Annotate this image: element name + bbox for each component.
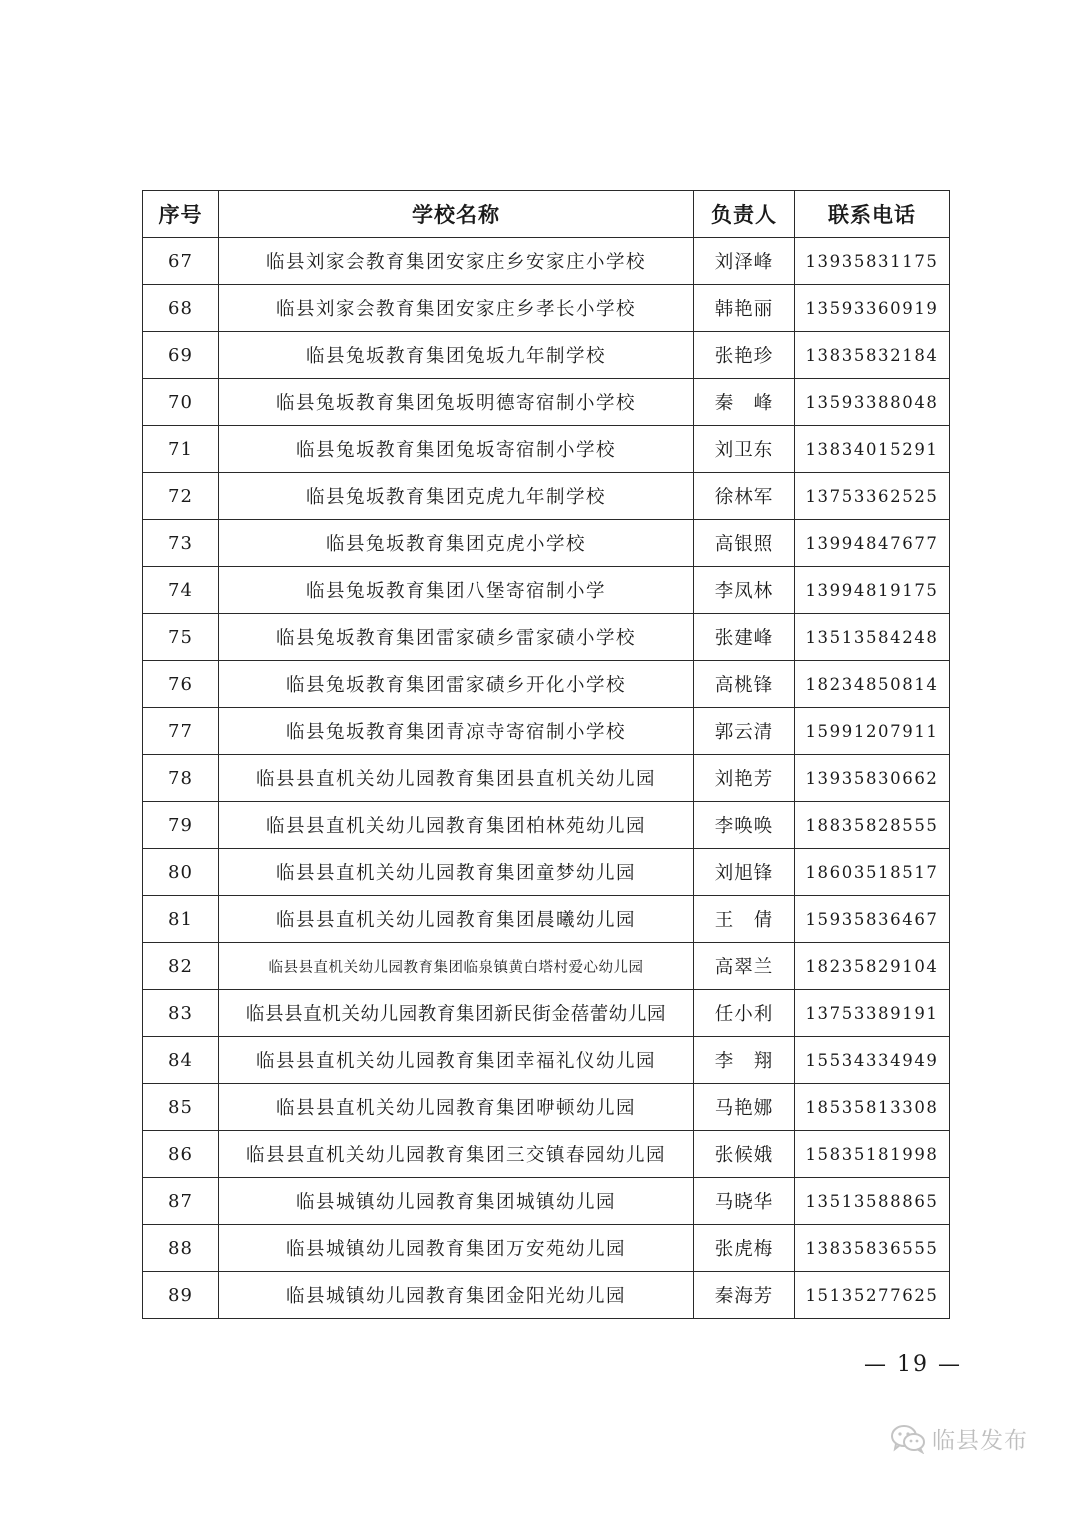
row-person: 秦海芳 bbox=[694, 1272, 795, 1319]
row-phone: 18603518517 bbox=[795, 849, 950, 896]
table-row bbox=[143, 379, 950, 426]
table-header-row bbox=[143, 191, 950, 238]
row-school-name: 临县城镇幼儿园教育集团金阳光幼儿园 bbox=[219, 1272, 694, 1319]
row-school-name: 临县城镇幼儿园教育集团城镇幼儿园 bbox=[219, 1178, 694, 1225]
table-row bbox=[143, 1178, 950, 1225]
row-phone: 13935831175 bbox=[795, 238, 950, 285]
row-school-name: 临县兔坂教育集团克虎九年制学校 bbox=[219, 473, 694, 520]
table-row bbox=[143, 943, 950, 990]
row-person: 高翠兰 bbox=[694, 943, 795, 990]
row-person: 张虎梅 bbox=[694, 1225, 795, 1272]
row-phone: 18535813308 bbox=[795, 1084, 950, 1131]
row-phone: 15991207911 bbox=[795, 708, 950, 755]
row-person: 张建峰 bbox=[694, 614, 795, 661]
table-row bbox=[143, 755, 950, 802]
row-index: 73 bbox=[143, 520, 219, 567]
table-row bbox=[143, 473, 950, 520]
row-person: 秦 峰 bbox=[694, 379, 795, 426]
row-index: 83 bbox=[143, 990, 219, 1037]
row-person: 任小利 bbox=[694, 990, 795, 1037]
row-person: 刘旭锋 bbox=[694, 849, 795, 896]
table-row bbox=[143, 849, 950, 896]
row-phone: 13835832184 bbox=[795, 332, 950, 379]
row-index: 80 bbox=[143, 849, 219, 896]
row-index: 82 bbox=[143, 943, 219, 990]
row-school-name: 临县县直机关幼儿园教育集团新民街金蓓蕾幼儿园 bbox=[219, 990, 694, 1037]
row-phone: 15835181998 bbox=[795, 1131, 950, 1178]
row-phone: 13593360919 bbox=[795, 285, 950, 332]
row-school-name: 临县县直机关幼儿园教育集团三交镇春园幼儿园 bbox=[219, 1131, 694, 1178]
row-index: 89 bbox=[143, 1272, 219, 1319]
row-phone: 13513584248 bbox=[795, 614, 950, 661]
row-person: 王 倩 bbox=[694, 896, 795, 943]
table-row bbox=[143, 1272, 950, 1319]
row-index: 77 bbox=[143, 708, 219, 755]
row-index: 76 bbox=[143, 661, 219, 708]
table-row bbox=[143, 1225, 950, 1272]
row-school-name: 临县刘家会教育集团安家庄乡安家庄小学校 bbox=[219, 238, 694, 285]
row-phone: 18835828555 bbox=[795, 802, 950, 849]
row-index: 71 bbox=[143, 426, 219, 473]
row-person: 张艳珍 bbox=[694, 332, 795, 379]
row-person: 刘泽峰 bbox=[694, 238, 795, 285]
row-phone: 13994819175 bbox=[795, 567, 950, 614]
table-row bbox=[143, 1084, 950, 1131]
table-row bbox=[143, 567, 950, 614]
row-school-name: 临县兔坂教育集团雷家碛乡开化小学校 bbox=[219, 661, 694, 708]
row-index: 85 bbox=[143, 1084, 219, 1131]
row-school-name: 临县县直机关幼儿园教育集团临泉镇黄白塔村爱心幼儿园 bbox=[219, 943, 694, 990]
row-index: 81 bbox=[143, 896, 219, 943]
row-school-name: 临县县直机关幼儿园教育集团童梦幼儿园 bbox=[219, 849, 694, 896]
row-index: 87 bbox=[143, 1178, 219, 1225]
watermark-text: 临县发布 bbox=[932, 1428, 1028, 1454]
table-row bbox=[143, 238, 950, 285]
row-index: 88 bbox=[143, 1225, 219, 1272]
row-phone: 18235829104 bbox=[795, 943, 950, 990]
row-school-name: 临县兔坂教育集团兔坂寄宿制小学校 bbox=[219, 426, 694, 473]
row-school-name: 临县兔坂教育集团兔坂明德寄宿制小学校 bbox=[219, 379, 694, 426]
table-row bbox=[143, 708, 950, 755]
row-school-name: 临县县直机关幼儿园教育集团幸福礼仪幼儿园 bbox=[219, 1037, 694, 1084]
row-index: 69 bbox=[143, 332, 219, 379]
row-person: 马晓华 bbox=[694, 1178, 795, 1225]
row-phone: 15534334949 bbox=[795, 1037, 950, 1084]
row-index: 75 bbox=[143, 614, 219, 661]
row-person: 郭云清 bbox=[694, 708, 795, 755]
row-school-name: 临县兔坂教育集团八堡寄宿制小学 bbox=[219, 567, 694, 614]
header-school-name: 学校名称 bbox=[219, 191, 694, 238]
row-phone: 13835836555 bbox=[795, 1225, 950, 1272]
row-index: 84 bbox=[143, 1037, 219, 1084]
table-row bbox=[143, 1037, 950, 1084]
row-index: 74 bbox=[143, 567, 219, 614]
table-row bbox=[143, 332, 950, 379]
row-school-name: 临县县直机关幼儿园教育集团咿顿幼儿园 bbox=[219, 1084, 694, 1131]
table-row bbox=[143, 614, 950, 661]
row-phone: 13753362525 bbox=[795, 473, 950, 520]
row-phone: 18234850814 bbox=[795, 661, 950, 708]
row-phone: 13834015291 bbox=[795, 426, 950, 473]
table-row bbox=[143, 896, 950, 943]
row-phone: 13593388048 bbox=[795, 379, 950, 426]
row-index: 67 bbox=[143, 238, 219, 285]
row-phone: 15135277625 bbox=[795, 1272, 950, 1319]
row-school-name: 临县兔坂教育集团青凉寺寄宿制小学校 bbox=[219, 708, 694, 755]
table-row bbox=[143, 802, 950, 849]
row-school-name: 临县兔坂教育集团兔坂九年制学校 bbox=[219, 332, 694, 379]
row-school-name: 临县县直机关幼儿园教育集团县直机关幼儿园 bbox=[219, 755, 694, 802]
wechat-icon bbox=[890, 1424, 926, 1454]
page-number: — 19 — bbox=[864, 1352, 962, 1377]
row-person: 刘卫东 bbox=[694, 426, 795, 473]
row-phone: 13513588865 bbox=[795, 1178, 950, 1225]
row-phone: 13753389191 bbox=[795, 990, 950, 1037]
row-person: 刘艳芳 bbox=[694, 755, 795, 802]
table-row bbox=[143, 520, 950, 567]
row-person: 李唤唤 bbox=[694, 802, 795, 849]
watermark bbox=[890, 1422, 1028, 1455]
table-row bbox=[143, 285, 950, 332]
row-person: 李 翔 bbox=[694, 1037, 795, 1084]
row-phone: 13994847677 bbox=[795, 520, 950, 567]
table-row bbox=[143, 426, 950, 473]
row-person: 徐林军 bbox=[694, 473, 795, 520]
row-index: 78 bbox=[143, 755, 219, 802]
school-contact-table bbox=[142, 190, 950, 1319]
row-person: 高银照 bbox=[694, 520, 795, 567]
table-row bbox=[143, 661, 950, 708]
row-phone: 15935836467 bbox=[795, 896, 950, 943]
row-index: 79 bbox=[143, 802, 219, 849]
row-school-name: 临县县直机关幼儿园教育集团晨曦幼儿园 bbox=[219, 896, 694, 943]
header-phone: 联系电话 bbox=[795, 191, 950, 238]
row-person: 张候娥 bbox=[694, 1131, 795, 1178]
row-phone: 13935830662 bbox=[795, 755, 950, 802]
row-index: 86 bbox=[143, 1131, 219, 1178]
table-row bbox=[143, 1131, 950, 1178]
row-school-name: 临县兔坂教育集团克虎小学校 bbox=[219, 520, 694, 567]
row-school-name: 临县县直机关幼儿园教育集团柏林苑幼儿园 bbox=[219, 802, 694, 849]
header-person-in-charge: 负责人 bbox=[694, 191, 795, 238]
row-person: 李凤林 bbox=[694, 567, 795, 614]
row-person: 高桃锋 bbox=[694, 661, 795, 708]
table-row bbox=[143, 990, 950, 1037]
row-index: 72 bbox=[143, 473, 219, 520]
row-index: 68 bbox=[143, 285, 219, 332]
row-school-name: 临县兔坂教育集团雷家碛乡雷家碛小学校 bbox=[219, 614, 694, 661]
row-person: 韩艳丽 bbox=[694, 285, 795, 332]
row-index: 70 bbox=[143, 379, 219, 426]
row-person: 马艳娜 bbox=[694, 1084, 795, 1131]
row-school-name: 临县刘家会教育集团安家庄乡孝长小学校 bbox=[219, 285, 694, 332]
header-index: 序号 bbox=[143, 191, 219, 238]
row-school-name: 临县城镇幼儿园教育集团万安苑幼儿园 bbox=[219, 1225, 694, 1272]
